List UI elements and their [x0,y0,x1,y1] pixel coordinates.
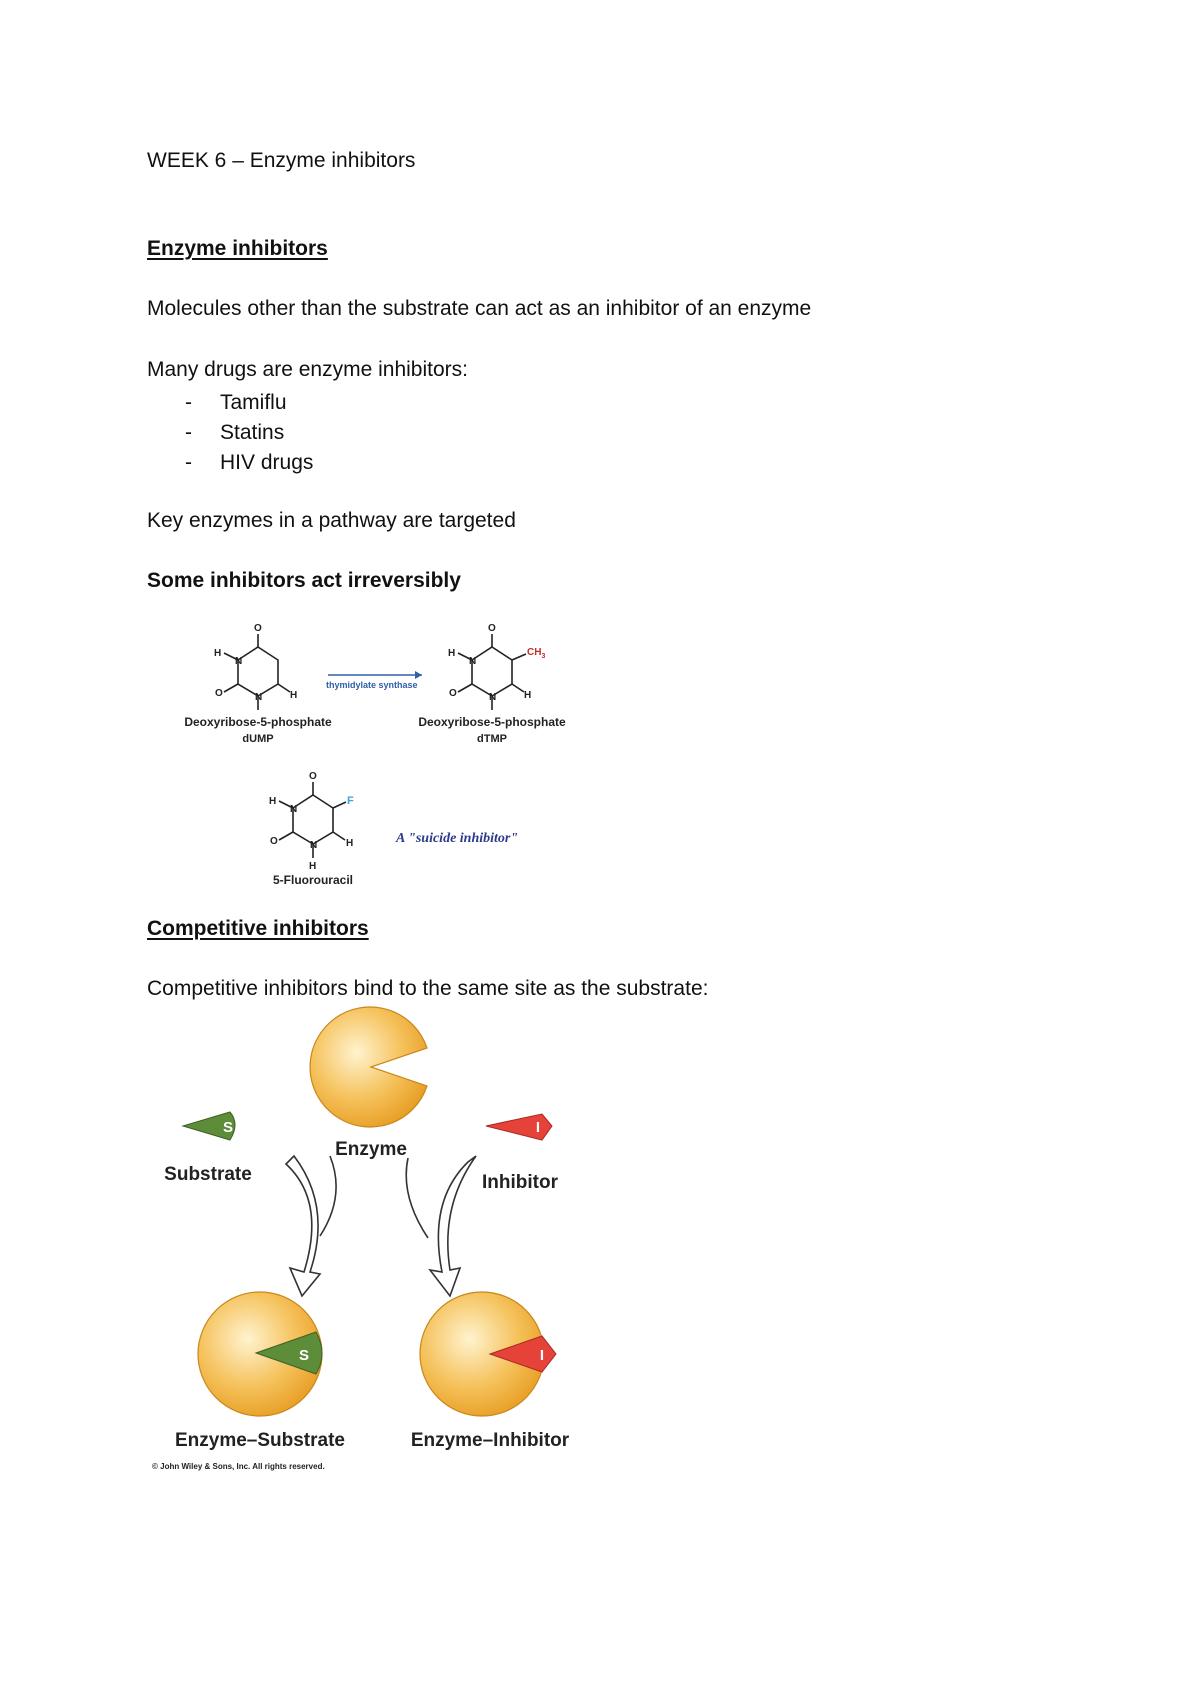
arrow-left [286,1156,336,1296]
substrate-letter: S [298,1347,310,1364]
atom-label: N [310,840,318,851]
drug-list [147,388,313,478]
atom-label: H [290,690,298,701]
atom-label: O [309,771,317,782]
arrow-right [406,1156,476,1296]
atom-label: O [488,623,496,634]
list-item [147,418,313,448]
fluorouracil-label: 5-Fluorouracil [272,873,354,887]
atom-label: H [214,648,222,659]
paragraph-competitive: Competitive inhibitors bind to the same site as the substrate: [147,977,709,1000]
atom-label: N [489,692,497,703]
enzyme-inhibitor-label: Enzyme–Inhibitor [410,1430,570,1451]
enzyme-label-thymidylate: thymidylate synthase [326,680,418,690]
inhibitor-letter: I [535,1119,541,1136]
list-item [147,448,313,478]
inhibitor-letter: I [539,1347,545,1364]
atom-label: H [448,648,456,659]
paragraph-molecules: Molecules other than the substrate can act as an inhibitor of an enzyme [147,297,812,320]
suicide-inhibitor-label: A "suicide inhibitor" [396,831,519,846]
fluorine-label: F [347,795,354,807]
substrate-label: Substrate [164,1164,252,1185]
list-item [147,388,313,418]
atom-label: O [215,688,223,699]
atom-label: O [449,688,457,699]
atom-label: N [469,656,477,667]
atom-label: H [309,861,317,872]
atom-label: H [346,838,354,849]
atom-label: O [254,623,262,634]
substrate-letter: S [222,1119,234,1136]
dump-label: Deoxyribose-5-phosphate [184,715,332,729]
atom-label: N [290,804,298,815]
inhibitor-shape [486,1114,552,1140]
list-item-text: Tamiflu [220,391,287,414]
atom-label: N [235,656,243,667]
methyl-label: $CH_3$ [527,647,546,660]
copyright-notice: © John Wiley & Sons, Inc. All rights reserved. [152,1462,325,1471]
enzyme-substrate-label: Enzyme–Substrate [174,1430,346,1451]
bold-irreversible: Some inhibitors act irreversibly [147,569,461,592]
dtmp-label: Deoxyribose-5-phosphate [418,715,566,729]
thymidylate-synthase-figure [170,620,650,890]
list-item-text: Statins [220,421,285,444]
paragraph-drugs: Many drugs are enzyme inhibitors: [147,358,468,381]
bullet-dash: - [185,421,192,444]
bullet-dash: - [185,451,192,474]
page-title: WEEK 6 – Enzyme inhibitors [147,149,416,172]
dump-abbrev: dUMP [242,733,274,745]
section-heading-competitive: Competitive inhibitors [147,917,369,940]
enzyme-label: Enzyme [335,1139,407,1160]
atom-label: H [269,796,277,807]
enzyme-shape [310,1007,427,1127]
section-heading-enzyme-inhibitors: Enzyme inhibitors [147,237,328,260]
atom-label: N [255,692,263,703]
atom-label: O [270,836,278,847]
bullet-dash: - [185,391,192,414]
dtmp-abbrev: dTMP [477,733,507,745]
inhibitor-label: Inhibitor [482,1172,558,1193]
list-item-text: HIV drugs [220,451,314,474]
paragraph-key-enzymes: Key enzymes in a pathway are targeted [147,509,516,532]
atom-label: H [524,690,532,701]
competitive-inhibition-figure [150,1006,610,1476]
